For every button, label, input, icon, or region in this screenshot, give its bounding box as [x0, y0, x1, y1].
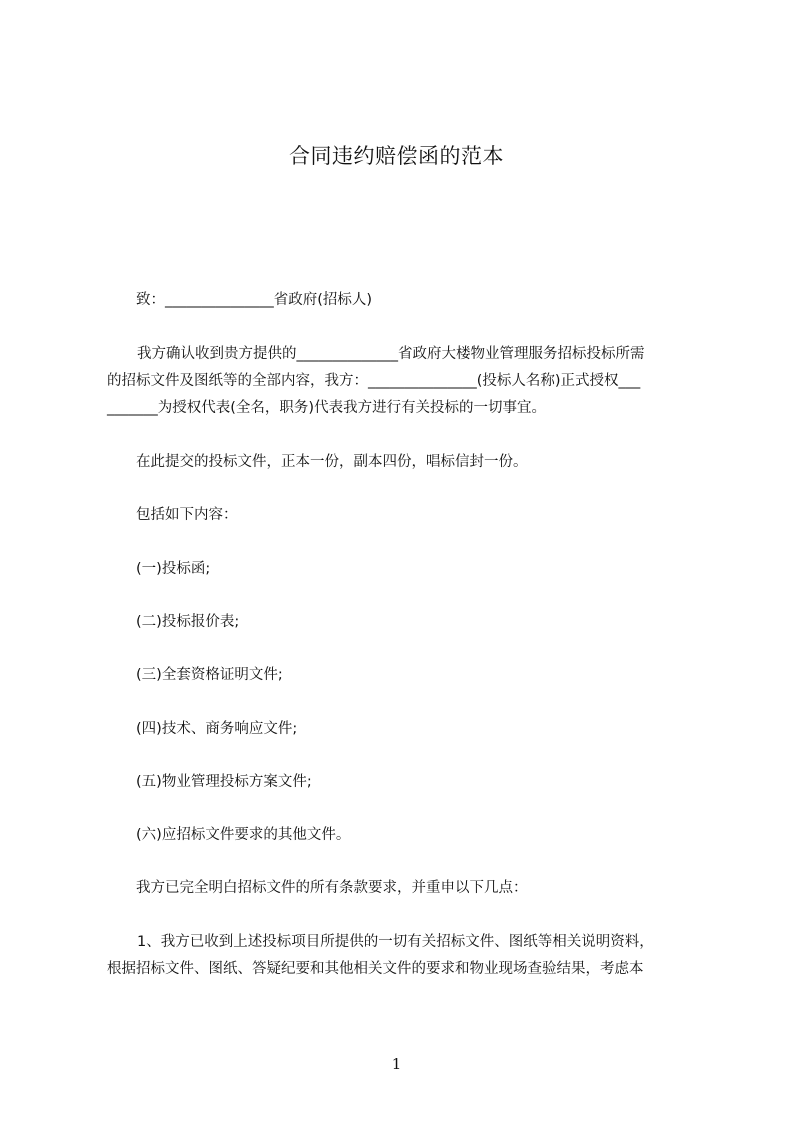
addressee-line: 致：_______________省政府(招标人) [136, 292, 373, 308]
point-1-line-2: 根据招标文件、图纸、答疑纪要和其他相关文件的要求和物业现场查验结果，考虑本 [107, 961, 644, 977]
confirmation-paragraph [107, 341, 707, 422]
confirmation-line-1: 我方确认收到贵方提供的______________省政府大楼物业管理服务招标投标所需 [137, 346, 645, 362]
list-item: (一)投标函; [136, 561, 211, 577]
point-1-paragraph [107, 929, 707, 983]
declaration-intro: 我方已完全明白招标文件的所有条款要求，并重申以下几点： [136, 880, 528, 896]
list-item: (五)物业管理投标方案文件; [136, 774, 312, 790]
includes-intro: 包括如下内容： [136, 507, 238, 523]
submission-paragraph: 在此提交的投标文件，正本一份，副本四份，唱标信封一份。 [136, 454, 528, 470]
list-item: (三)全套资格证明文件; [136, 667, 283, 683]
list-item: (四)技术、商务响应文件; [136, 721, 298, 737]
point-1-line-1: 1、我方已收到上述投标项目所提供的一切有关招标文件、图纸等相关说明资料， [137, 934, 654, 950]
list-item: (六)应招标文件要求的其他文件。 [136, 827, 351, 843]
confirmation-line-2: 的招标文件及图纸等的全部内容，我方：_______________(投标人名称)正式授权___ [107, 373, 641, 389]
page-number: 1 [391, 1055, 402, 1073]
document-title: 合同违约赔偿函的范本 [289, 144, 504, 168]
list-item: (二)投标报价表; [136, 614, 240, 630]
confirmation-line-3: _______为授权代表(全名，职务)代表我方进行有关投标的一切事宜。 [107, 400, 547, 416]
